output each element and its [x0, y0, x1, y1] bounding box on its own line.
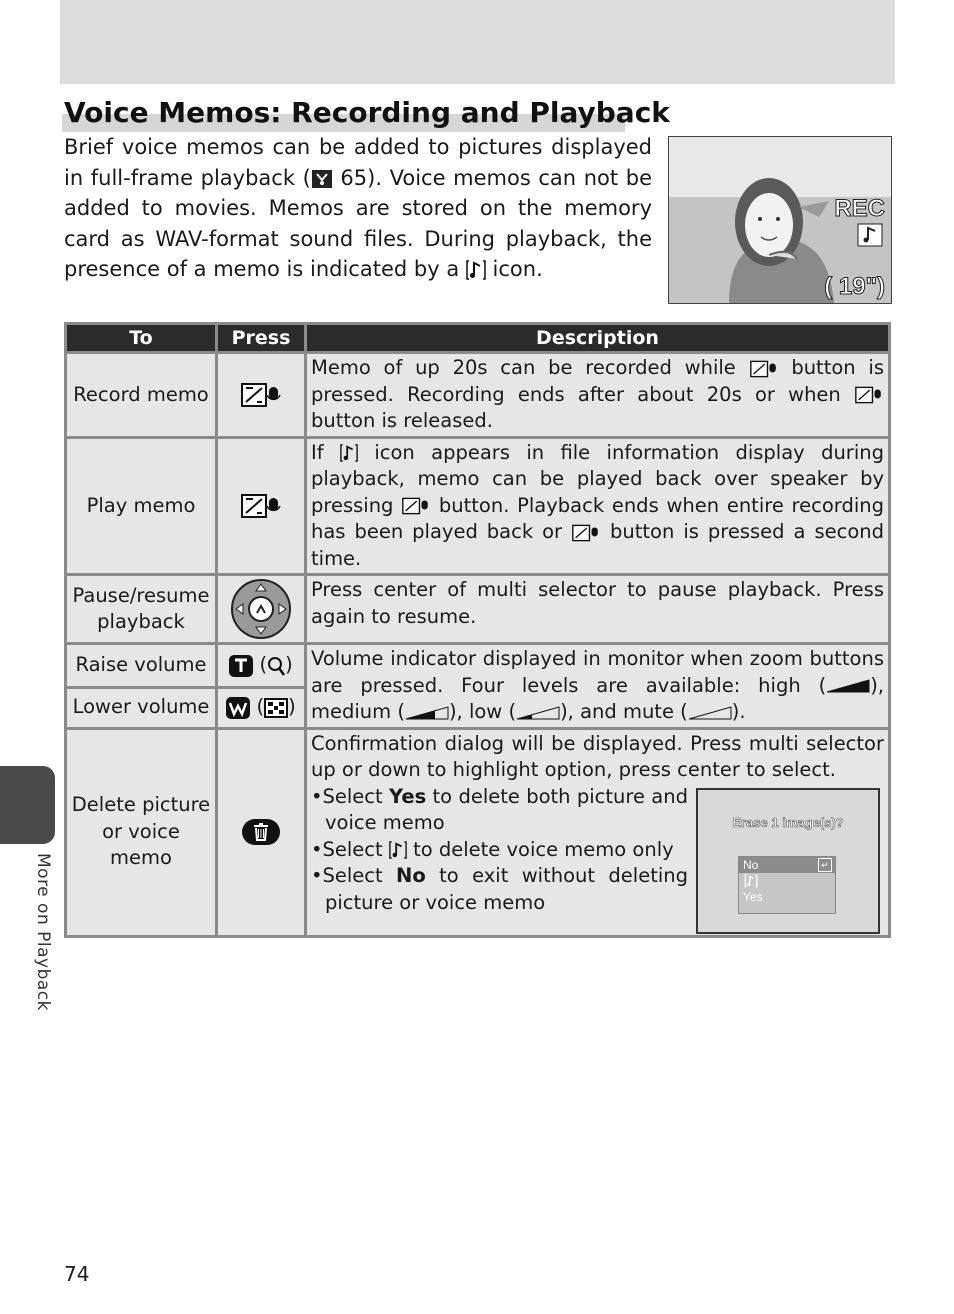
table-row	[67, 645, 888, 686]
volume-low-icon	[516, 706, 560, 720]
voice-memo-table	[64, 322, 891, 938]
b1-bold: Yes	[389, 784, 427, 808]
record-desc-1: Memo of up 20s can be recorded while	[311, 356, 749, 379]
row-pause-press	[218, 576, 304, 642]
volume-high-icon	[826, 679, 870, 693]
page-title: Voice Memos: Recording and Playback	[64, 96, 670, 129]
dialog-title: Erase 1 image(s)?	[732, 814, 844, 830]
b3-pre: Select	[322, 864, 397, 887]
row-lower-press	[218, 689, 304, 727]
row-delete-description	[307, 730, 888, 935]
top-band	[60, 0, 895, 84]
intro-paragraph	[64, 132, 652, 285]
delete-intro: Confirmation dialog will be displayed. Press multi selector up or down to highlight option, press center to select.	[311, 731, 884, 781]
row-raise-to: Raise volume	[67, 645, 215, 686]
b1-pre: Select	[322, 784, 390, 808]
lower-paren-close: )	[288, 695, 296, 719]
voice-memo-button-icon	[240, 382, 282, 408]
recording-timer: ( 19")	[824, 273, 885, 300]
b2-pre: Select	[322, 837, 389, 861]
play-desc-4: button is pressed a second time.	[311, 520, 884, 570]
header-press: Press	[218, 325, 304, 351]
row-volume-description	[307, 645, 888, 727]
row-pause-description: Press center of multi selector to pause playback. Press again to resume.	[307, 576, 888, 642]
delete-bullet-no: •Select No to exit without deleting picture or voice memo	[311, 864, 688, 914]
row-delete-to: Delete picture or voice memo	[67, 730, 215, 935]
b1-post: to delete both picture and voice memo	[325, 784, 688, 834]
row-raise-press	[218, 645, 304, 686]
record-desc-3: button is released.	[311, 409, 493, 432]
volume-desc-3: ), low (	[448, 700, 517, 723]
row-play-description	[307, 439, 888, 574]
row-record-press	[218, 354, 304, 436]
playback-icon	[311, 169, 333, 189]
row-play-to: Play memo	[67, 439, 215, 574]
voice-memo-button-icon	[571, 524, 601, 542]
dialog-option-memo[interactable]	[739, 873, 835, 889]
row-pause-to: Pause/resume playback	[67, 576, 215, 642]
memo-note-icon	[466, 259, 486, 281]
voice-memo-button-icon	[749, 360, 779, 378]
intro-page-ref: 65).	[332, 165, 383, 190]
lcd-preview-image	[668, 136, 892, 304]
volume-medium-icon	[405, 706, 449, 720]
table-row	[67, 576, 888, 642]
memo-note-icon	[743, 874, 759, 888]
row-record-to: Record memo	[67, 354, 215, 436]
delete-bullet-yes: •Select Yes to delete both picture and voice memo	[311, 784, 688, 834]
trash-icon	[241, 818, 281, 846]
row-play-press	[218, 439, 304, 574]
dialog-option-yes[interactable]: Yes	[743, 889, 763, 904]
header-to: To	[67, 325, 215, 351]
table-row	[67, 354, 888, 436]
play-desc-2: icon appears in file information display during playback, memo can be played back over speaker by pressing	[311, 440, 884, 517]
b2-post: to delete voice memo only	[406, 837, 674, 861]
page-number: 74	[64, 1262, 90, 1286]
section-label: More on Playback	[33, 853, 53, 1011]
zoom-t-icon	[229, 655, 253, 677]
dialog-option-no[interactable]	[739, 857, 835, 873]
voice-memo-button-icon	[240, 493, 282, 519]
header-description: Description	[307, 325, 888, 351]
play-desc-3: button. Playback ends when entire recording has been played back or	[311, 493, 884, 543]
intro-text-1: Brief voice memos can be added to pictures displayed in full-frame playback (	[64, 135, 652, 190]
voice-memo-button-icon	[854, 386, 884, 404]
zoom-in-icon	[267, 656, 285, 676]
erase-confirmation-dialog	[696, 788, 880, 934]
raise-paren-close: )	[285, 653, 293, 677]
zoom-w-icon	[226, 697, 250, 719]
b3-bold: No	[396, 864, 426, 887]
memo-note-icon	[389, 840, 407, 860]
intro-text-2: Voice memos can not be added to movies. Memos are stored on the memory card as WAV-format sound files. During playback, the presence of a memo is indicated by a	[64, 165, 653, 281]
row-delete-press	[218, 730, 304, 935]
delete-bullet-memo: •Select to delete voice memo only	[311, 837, 674, 861]
multi-selector-icon	[230, 578, 292, 640]
volume-desc-4: ), and mute (	[560, 700, 688, 723]
record-desc-2: button is pressed. Recording ends after about 20s or when	[311, 356, 884, 406]
recording-timer-value: 19"	[838, 273, 877, 300]
raise-paren-open: (	[253, 653, 268, 677]
table-row	[67, 439, 888, 574]
memo-note-icon	[857, 223, 883, 247]
row-record-description	[307, 354, 888, 436]
volume-desc-2: ), medium (	[311, 673, 884, 723]
rec-indicator: REC	[834, 195, 885, 222]
b3-post: to exit without deleting picture or voice memo	[325, 864, 688, 914]
play-desc-1: If	[311, 440, 340, 464]
enter-icon: ↵	[818, 858, 832, 872]
volume-desc-5: ).	[731, 700, 746, 723]
section-tab	[0, 766, 55, 844]
intro-text-3: icon.	[485, 257, 543, 281]
memo-note-icon	[340, 443, 358, 463]
lower-paren-open: (	[250, 695, 265, 719]
table-row	[67, 730, 888, 935]
volume-desc-1: Volume indicator displayed in monitor when zoom buttons are pressed. Four levels are available: high (	[311, 647, 884, 697]
thumbnail-grid-icon	[264, 698, 288, 718]
dialog-option-no-label: No	[743, 857, 759, 872]
row-lower-to: Lower volume	[67, 689, 215, 727]
dialog-options	[738, 856, 836, 914]
voice-memo-button-icon	[401, 497, 431, 515]
table-header-row	[67, 325, 888, 351]
volume-mute-icon	[688, 706, 732, 720]
